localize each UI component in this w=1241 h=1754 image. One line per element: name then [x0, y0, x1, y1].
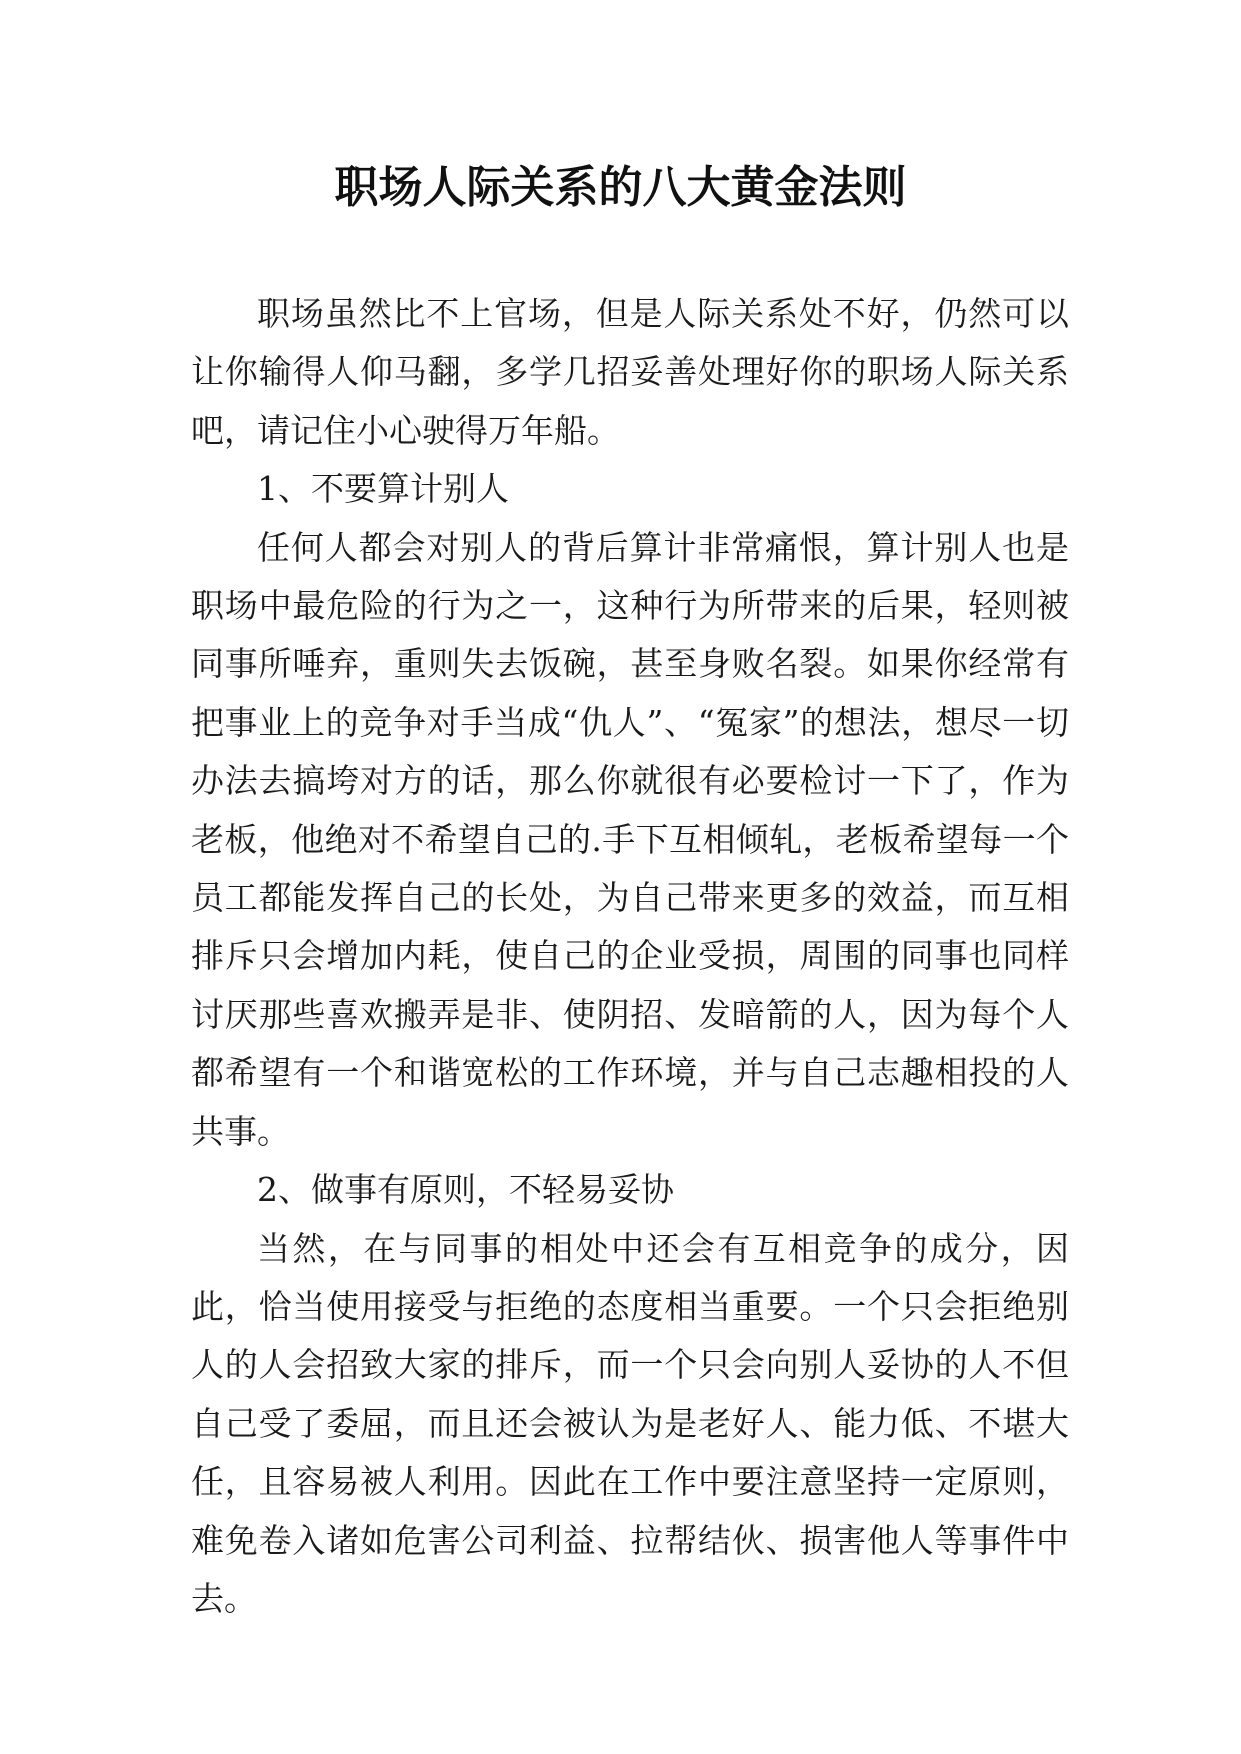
intro-paragraph: 职场虽然比不上官场，但是人际关系处不好，仍然可以让你输得人仰马翻，多学几招妥善处理好你的职场人际关系吧，请记住小心驶得万年船。	[191, 294, 1069, 450]
section-heading-1: 1、不要算计别人	[257, 469, 509, 509]
section-paragraph-1: 任何人都会对别人的背后算计非常痛恨，算计别人也是职场中最危险的行为之一，这种行为所带来的后果，轻则被同事所唾弃，重则失去饭碗，甚至身败名裂。如果你经常有把事业上的竞争对手当成“仇人”、“冤家”的想法，想尽一切办法去搞垮对方的话，那么你就很有必要检讨一下了，作为老板，他绝对不希望自己的.手下互相倾轧，老板希望每一个员工都能发挥自己的长处，为自己带来更多的效益，而互相排斥只会增加内耗，使自己的企业受损，周围的同事也同样讨厌那些喜欢搬弄是非、使阴招、发暗箭的人，因为每个人都希望有一个和谐宽松的工作环境，并与自己志趣相投的人共事。	[191, 527, 1069, 1151]
document-title: 职场人际关系的八大黄金法则	[334, 162, 907, 213]
section-heading-2: 2、做事有原则，不轻易妥协	[257, 1170, 674, 1210]
section-paragraph-2: 当然，在与同事的相处中还会有互相竞争的成分，因此，恰当使用接受与拒绝的态度相当重要。一个只会拒绝别人的人会招致大家的排斥，而一个只会向别人妥协的人不但自己受了委屈，而且还会被认为是老好人、能力低、不堪大任，且容易被人利用。因此在工作中要注意坚持一定原则，难免卷入诸如危害公司利益、拉帮结伙、损害他人等事件中去。	[191, 1228, 1069, 1618]
document-body	[191, 285, 1069, 1628]
